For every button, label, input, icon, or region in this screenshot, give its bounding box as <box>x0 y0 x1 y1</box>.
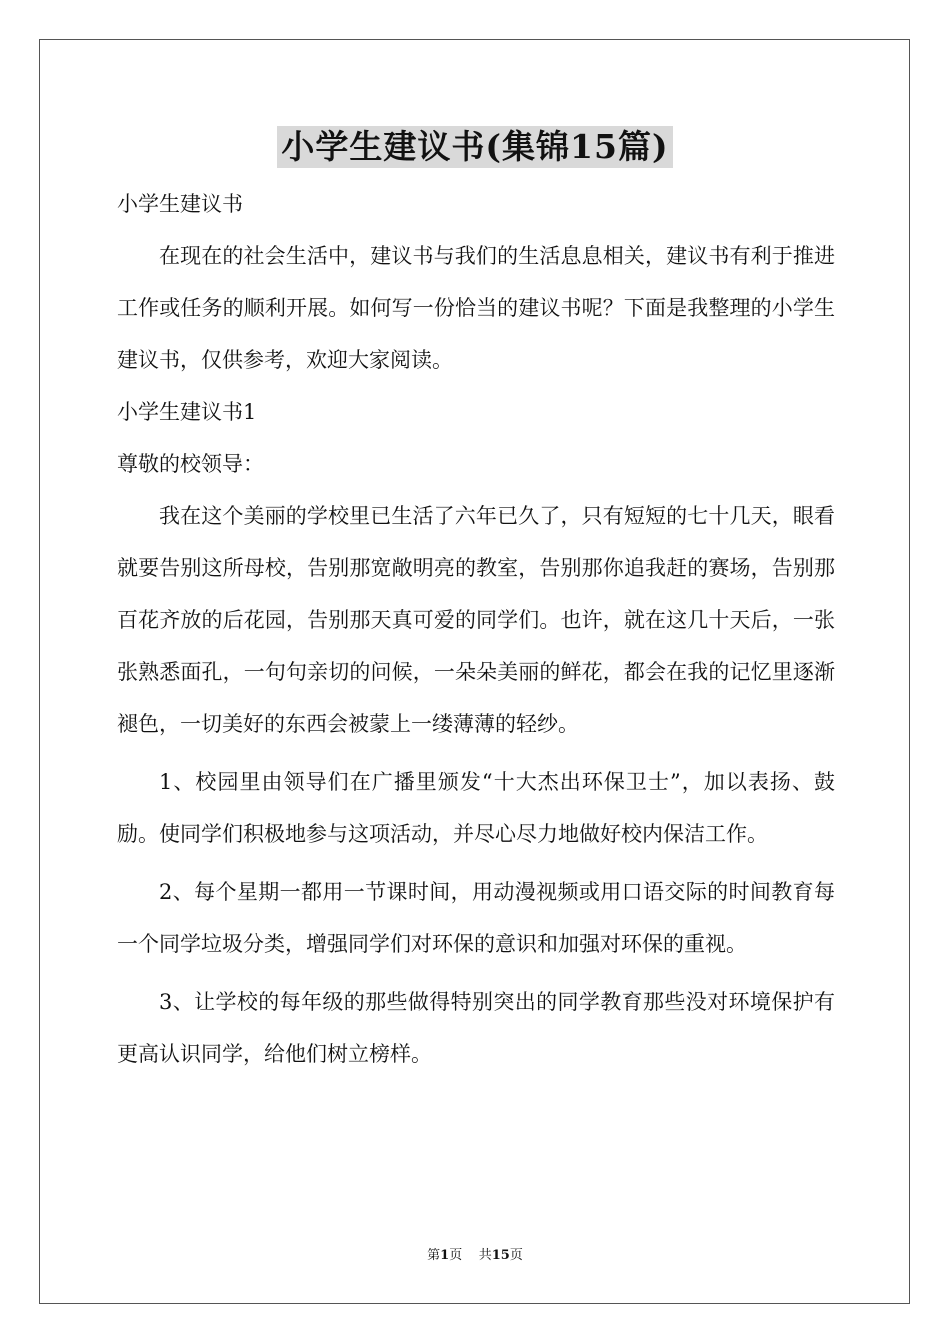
title-container <box>0 126 950 168</box>
document-body <box>117 178 835 1080</box>
page-prefix: 第 <box>427 1248 441 1263</box>
document-title: 小学生建议书(集锦15篇) <box>277 126 672 168</box>
suggestion-paragraph: 1、校园里由领导们在广播里颁发“十大杰出环保卫士”，加以表扬、鼓励。使同学们积极地参与这项活动，并尽心尽力地做好校内保洁工作。 <box>117 770 835 846</box>
page-footer <box>0 1244 950 1263</box>
page-suffix: 页 <box>449 1248 463 1263</box>
section-heading: 小学生建议书1 <box>117 400 257 424</box>
suggestion-paragraph: 2、每个星期一都用一节课时间，用动漫视频或用口语交际的时间教育每一个同学垃圾分类，增强同学们对环保的意识和加强对环保的重视。 <box>117 880 835 956</box>
total-pages: 15 <box>491 1248 510 1263</box>
salutation: 尊敬的校领导： <box>117 452 264 476</box>
suggestion-paragraph: 3、让学校的每年级的那些做得特别突出的同学教育那些没对环境保护有更高认识同学，给他们树立榜样。 <box>117 990 835 1066</box>
page-number: 1 <box>440 1248 450 1263</box>
body-paragraph: 我在这个美丽的学校里已生活了六年已久了，只有短短的七十几天，眼看就要告别这所母校，告别那宽敞明亮的教室，告别那你追我赶的赛场，告别那百花齐放的后花园，告别那天真可爱的同学们。也许，就在这几十天后，一张张熟悉面孔，一句句亲切的问候，一朵朵美丽的鲜花，都会在我的记忆里逐渐褪色，一切美好的东西会被蒙上一缕薄薄的轻纱。 <box>117 504 835 736</box>
intro-paragraph: 在现在的社会生活中，建议书与我们的生活息息相关，建议书有利于推进工作或任务的顺利开展。如何写一份恰当的建议书呢？下面是我整理的小学生建议书，仅供参考，欢迎大家阅读。 <box>117 244 835 372</box>
subtitle: 小学生建议书 <box>117 192 243 216</box>
total-suffix: 页 <box>509 1248 523 1263</box>
total-prefix: 共 <box>478 1248 492 1263</box>
